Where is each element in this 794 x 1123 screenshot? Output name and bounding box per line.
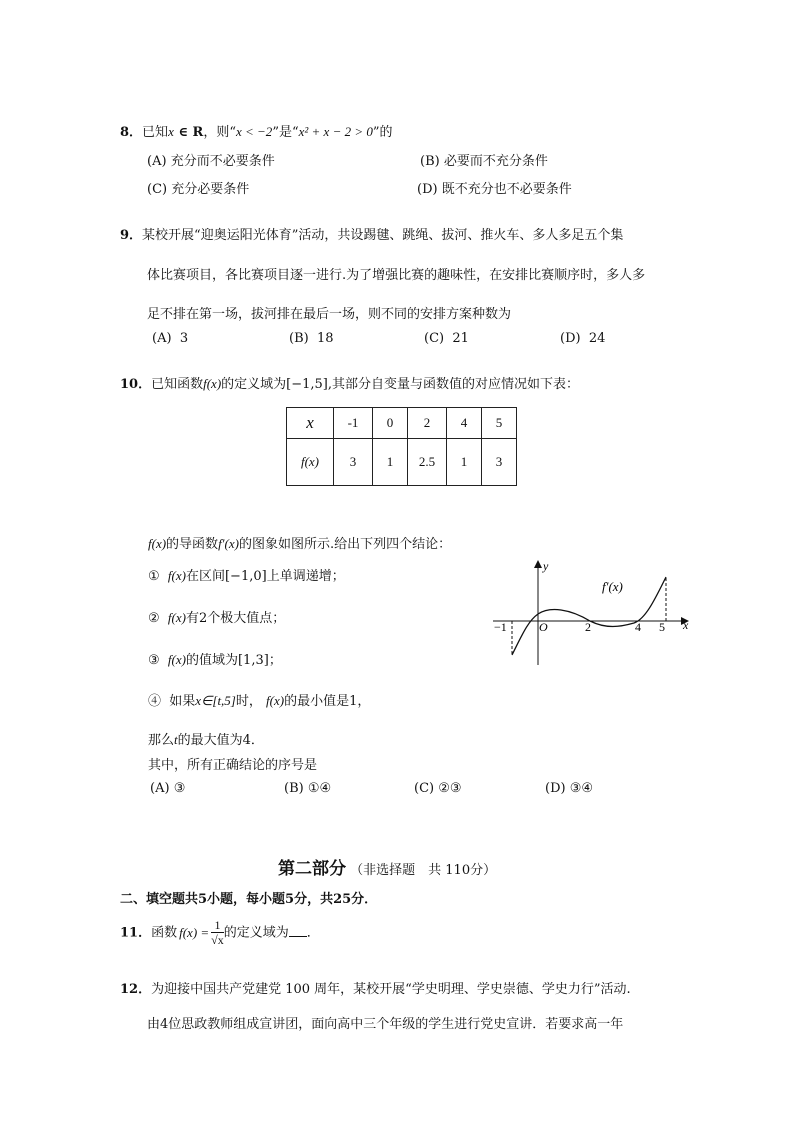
part2-title: 第二部分 (278, 859, 346, 879)
q8-stem-mid2: ”是“ (272, 125, 299, 140)
conclusion-number: ④ (148, 694, 162, 709)
table-cell: 1 (447, 439, 482, 486)
conclusion-text: 的最小值是1， (284, 694, 371, 709)
q9-text: 某校开展“迎奥运阳光体育”活动，共设踢毽、跳绳、拔河、推火车、多人多足五个集 (142, 228, 624, 243)
y-axis-label: y (543, 559, 549, 573)
q12-number: 12． (120, 982, 152, 997)
q10-option-a (150, 781, 185, 796)
value-table-row-fx (287, 439, 517, 486)
table-cell: 3 (334, 439, 373, 486)
q9-number: 9． (120, 228, 143, 243)
q10-intro-mid: 的导函数 (166, 537, 219, 552)
q10-number: 10． (120, 377, 152, 392)
q10-stem-mid: 的定义域为 (221, 377, 287, 392)
table-cell: 3 (482, 439, 517, 486)
part2-subtitle: （非选择题 共 110分） (350, 863, 497, 878)
q10-graph-intro (148, 533, 451, 552)
option-text: 18 (316, 331, 334, 346)
q11-stem (120, 918, 320, 948)
q9-line2: 体比赛项目，各比赛项目逐一进行.为了增强比赛的趣味性，在安排比赛顺序时，多人多 (147, 268, 646, 283)
q8-option-b (420, 150, 548, 169)
q8-option-c (147, 178, 249, 197)
q10-fx: f(x) (203, 376, 222, 391)
option-label: (A) (147, 154, 167, 169)
conclusion-text: 的最大值为4． (177, 733, 264, 748)
conclusion-fx: f(x) (167, 652, 186, 667)
conclusion-number: ① (148, 569, 160, 584)
conclusion-t: t (174, 732, 178, 747)
conclusion-condition: x∈[t,5] (195, 693, 236, 708)
q9-line1 (120, 224, 623, 243)
x-axis-label: x (683, 618, 689, 632)
option-label: (D) (417, 182, 438, 197)
table-cell: -1 (334, 408, 373, 439)
conclusion-fx: f(x) (167, 568, 186, 583)
q8-option-d (417, 178, 572, 197)
q10-stem-end: ,其部分自变量与函数值的对应情况如下表： (327, 377, 580, 392)
q9-option-a (152, 331, 188, 346)
origin-label: O (539, 620, 548, 634)
option-label: (A) (152, 331, 172, 346)
table-cell: 5 (482, 408, 517, 439)
q9-option-d (560, 331, 605, 346)
q11-end: 的定义域为 (223, 925, 289, 941)
option-label: (A) (150, 781, 170, 796)
option-label: (C) (424, 331, 445, 346)
conclusion-text: ； (268, 653, 282, 668)
q8-stem (120, 121, 393, 140)
tick-label-4: 4 (635, 620, 641, 634)
option-text: 21 (452, 331, 469, 346)
q10-conclusion-4-line2 (148, 729, 264, 748)
option-label: (C) (147, 182, 168, 197)
q9-option-b (289, 331, 334, 346)
conclusion-interval: [−1,0] (224, 569, 267, 584)
option-text: 充分必要条件 (171, 182, 250, 197)
conclusion-fx: f(x) (167, 610, 186, 625)
q10-stem (120, 373, 579, 392)
q8-cond2: x² + x − 2 > 0 (298, 124, 373, 139)
conclusion-number: ③ (148, 653, 160, 668)
conclusion-fx: f(x) (266, 693, 285, 708)
q8-cond1: x < −2 (235, 124, 273, 139)
option-text: ③④ (569, 781, 594, 796)
q10-intro-fpx: f′(x) (218, 536, 239, 551)
option-label: (D) (545, 781, 566, 796)
q10-conclusion-2 (148, 607, 285, 626)
option-label: (B) (420, 154, 440, 169)
table-cell: 2 (408, 408, 447, 439)
derivative-graph (488, 555, 698, 670)
q10-intro-fx: f(x) (148, 536, 167, 551)
option-text: ①④ (307, 781, 332, 796)
option-text: 必要而不充分条件 (443, 154, 548, 169)
q10-intro-end: 的图象如图所示.给出下列四个结论： (238, 537, 452, 552)
q8-option-a (147, 150, 275, 169)
q10-conclusion-4 (148, 690, 370, 709)
part2-heading (278, 854, 496, 879)
q11-pre: 函数 (151, 925, 178, 941)
q11-tail: ． (306, 925, 320, 941)
q11-fraction (211, 918, 224, 948)
q11-answer-blank[interactable] (289, 924, 307, 937)
conclusion-text: 时， (235, 694, 262, 709)
q8-in-r: ∈ R (173, 125, 204, 140)
tick-label-5: 5 (659, 620, 665, 634)
conclusion-text: 的值域为 (185, 653, 238, 668)
table-header-fx: f(x) (287, 439, 334, 486)
q12-line2: 由4位思政教师组成宣讲团，面向高中三个年级的学生进行党史宣讲．若要求高一年 (147, 1017, 624, 1032)
q9-option-c (424, 331, 469, 346)
fraction-denominator: √x (211, 933, 224, 947)
q8-stem-pre: 已知 (142, 125, 169, 140)
q12-line1 (120, 978, 631, 997)
table-header-x: x (287, 408, 334, 439)
q8-number: 8． (120, 125, 143, 140)
table-cell: 0 (373, 408, 408, 439)
q10-option-b (284, 781, 331, 796)
table-cell: 2.5 (408, 439, 447, 486)
option-text: ③ (173, 781, 186, 796)
option-text: 充分而不必要条件 (170, 154, 275, 169)
q12-text: 为迎接中国共产党建党 100 周年，某校开展“学史明理、学史崇德、学史力行”活动. (151, 982, 631, 997)
section2-heading: 二、填空题共5小题，每小题5分，共25分． (120, 892, 378, 907)
option-label: (C) (414, 781, 435, 796)
option-text: 3 (179, 331, 189, 346)
q8-x: x (168, 124, 174, 139)
option-text: 既不充分也不必要条件 (441, 182, 572, 197)
q10-conclusion-3 (148, 649, 282, 668)
q8-stem-mid1: ，则“ (203, 125, 236, 140)
curve-label: f′(x) (602, 579, 623, 594)
tick-label-2: 2 (585, 620, 591, 634)
q10-stem-pre: 已知函数 (151, 377, 204, 392)
conclusion-text: 在区间 (185, 569, 225, 584)
q10-domain: [−1,5] (286, 377, 328, 392)
option-label: (B) (289, 331, 309, 346)
q10-option-c (414, 781, 462, 796)
table-cell: 4 (447, 408, 482, 439)
derivative-curve (512, 577, 666, 655)
option-label: (B) (284, 781, 304, 796)
option-text: 24 (588, 331, 606, 346)
conclusion-text: 那么 (148, 733, 175, 748)
conclusion-number: ② (148, 611, 160, 626)
option-text: ②③ (438, 781, 462, 796)
q10-option-d (545, 781, 593, 796)
conclusion-text: 上单调递增； (266, 569, 345, 584)
conclusion-text: 如果 (169, 694, 196, 709)
value-table (286, 407, 517, 486)
q8-stem-end: ”的 (372, 125, 393, 140)
value-table-row-x (287, 408, 517, 439)
q9-line3: 足不排在第一场，拔河排在最后一场，则不同的安排方案种数为 (147, 307, 512, 322)
tick-label-minus1: −1 (494, 620, 507, 634)
conclusion-text: 有2个极大值点； (185, 611, 286, 626)
q10-ask: 其中，所有正确结论的序号是 (148, 758, 318, 773)
option-label: (D) (560, 331, 581, 346)
fraction-numerator: 1 (211, 918, 224, 933)
q10-conclusion-1 (148, 565, 345, 584)
table-cell: 1 (373, 439, 408, 486)
q11-fx: f(x) = (179, 924, 210, 940)
q11-number: 11． (120, 925, 152, 941)
conclusion-interval: [1,3] (237, 653, 269, 668)
